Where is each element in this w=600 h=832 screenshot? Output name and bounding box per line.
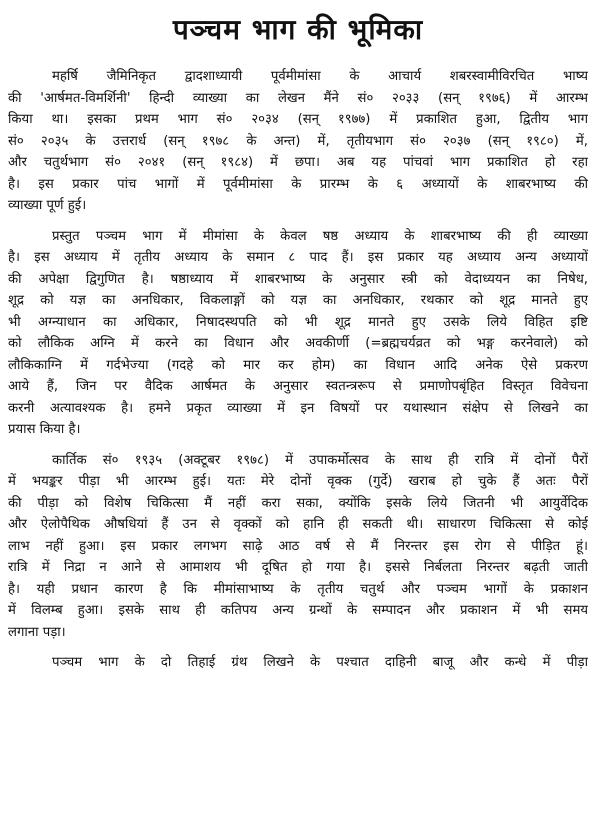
text-line: भी अग्न्याधान का अधिकार, निषादस्थपति को भी शूद्र मानते हुए उसके लिये विहित इष्टि [8, 314, 588, 330]
text-line: सं० २०३५ के उत्तरार्ध (सन् १९७८ के अन्त) में, तृतीयभाग सं० २०३७ (सन् १९८०) में, [8, 133, 588, 149]
paragraph-1 [8, 66, 588, 217]
text-line: की पीड़ा को विशेष चिकित्सा मैं नहीं करा सका, क्योंकि इसके लिये जितनी भी आयुर्वेदिक [8, 495, 588, 511]
text-line: प्रयास किया है। [8, 422, 81, 437]
text-line: और चतुर्थभाग सं० २०४१ (सन् १९८४) में छपा। अब यह पांचवां भाग प्रकाशित हो रहा [8, 155, 588, 170]
text-line: पञ्चम भाग के दो तिहाई ग्रंथ लिखने के पश्चात दाहिनी बाजू और कन्धे में पीड़ा [52, 655, 588, 670]
text-line: है। यही प्रधान कारण है कि मीमांसाभाष्य के तृतीय चतुर्थ और पञ्चम भागों के प्रकाशन [8, 581, 588, 597]
text-line: शूद्र को यज्ञ का अनधिकार, विकलाङ्गों को यज्ञ का अनधिकार, रथकार को शूद्र मानते हुए [8, 293, 588, 308]
page-title: पञ्चम भाग की भूमिका [172, 13, 424, 46]
text-line: में भयङ्कर पीड़ा भी आरम्भ हुई। यतः मेरे दोनों वृक्क (गुर्दे) खराब हो चुके हैं अतः पैरों [8, 474, 588, 489]
text-line: करनी अत्यावश्यक है। हमने प्रकृत व्याख्या में इन विषयों पर यथास्थान संक्षेप से लिखने का [8, 400, 588, 416]
text-line: और ऐलोपैथिक औषधियां हैं उन से वृक्कों को हानि ही सकती थी। साधारण चिकित्सा से कोई [8, 517, 588, 532]
paragraph-4 [8, 652, 588, 674]
text-line: लौकिकाग्नि में गर्दभेज्या (गदहे को मार कर होम) का विधान आदि अनेक ऐसे प्रकरण [8, 357, 588, 373]
paragraph-3 [8, 450, 588, 644]
text-line: है। इस अध्याय में तृतीय अध्याय के समान ८ पाद हैं। इस प्रकार यह अध्याय अन्य अध्यायों [8, 250, 588, 265]
text-line: की 'आर्षमत-विमर्शिनी' हिन्दी व्याख्या का लेखन मैंने सं० २०३३ (सन् १९७६) में आरम्भ [8, 90, 588, 106]
text-line: लगाना पड़ा। [8, 624, 66, 640]
text-line: व्याख्या पूर्ण हुई। [8, 198, 87, 213]
text-line: की अपेक्षा द्विगुणित है। षष्ठाध्याय में शाबरभाष्य के अनुसार स्त्री को वेदाध्ययन का निषेध, [8, 271, 588, 287]
text-line: कार्तिक सं० १९३५ (अक्टूबर १९७८) में उपाकर्मोत्सव के साथ ही रात्रि में दोनों पैरों [52, 452, 588, 468]
text-line: प्रस्तुत पञ्चम भाग में मीमांसा के केवल षष्ठ अध्याय के शाबरभाष्य की ही व्याख्या [52, 228, 588, 244]
text-line: लाभ नहीं हुआ। इस प्रकार लगभग साढ़े आठ वर्ष से मैं निरन्तर इस रोग से पीड़ित हूं। [8, 538, 588, 554]
text-line: में विलम्ब हुआ। इसके साथ ही कतिपय अन्य ग्रन्थों के सम्पादन और प्रकाशन में भी समय [8, 603, 588, 618]
text-line: रात्रि में निद्रा न आने से आमाशय भी दूषित हो गया है। इससे निर्बलता निरन्तर बढ़ती जाती [8, 560, 588, 575]
text-line: महर्षि जैमिनिकृत द्वादशाध्यायी पूर्वमीमांसा के आचार्य शबरस्वामीविरचित भाष्य [52, 69, 588, 84]
text-line: आये हैं, जिन पर वैदिक आर्षमत के अनुसार स्वतन्त्ररूप से प्रमाणोपबृंहित विस्तृत विवेचना [8, 379, 588, 394]
text-line: है। इस प्रकार पांच भागों में पूर्वमीमांसा के प्रारम्भ के ६ अध्यायों के शाबरभाष्य की [8, 176, 588, 192]
text-line: किया था। इसका प्रथम भाग सं० २०३४ (सन् १९७७) में प्रकाशित हुआ, द्वितीय भाग [8, 112, 588, 127]
paragraph-2 [8, 226, 588, 441]
text-line: को लौकिक अग्नि में करने का विधान और अवकीर्णी (=ब्रह्मचर्यव्रत को भङ्ग करनेवाले) को [8, 336, 588, 351]
